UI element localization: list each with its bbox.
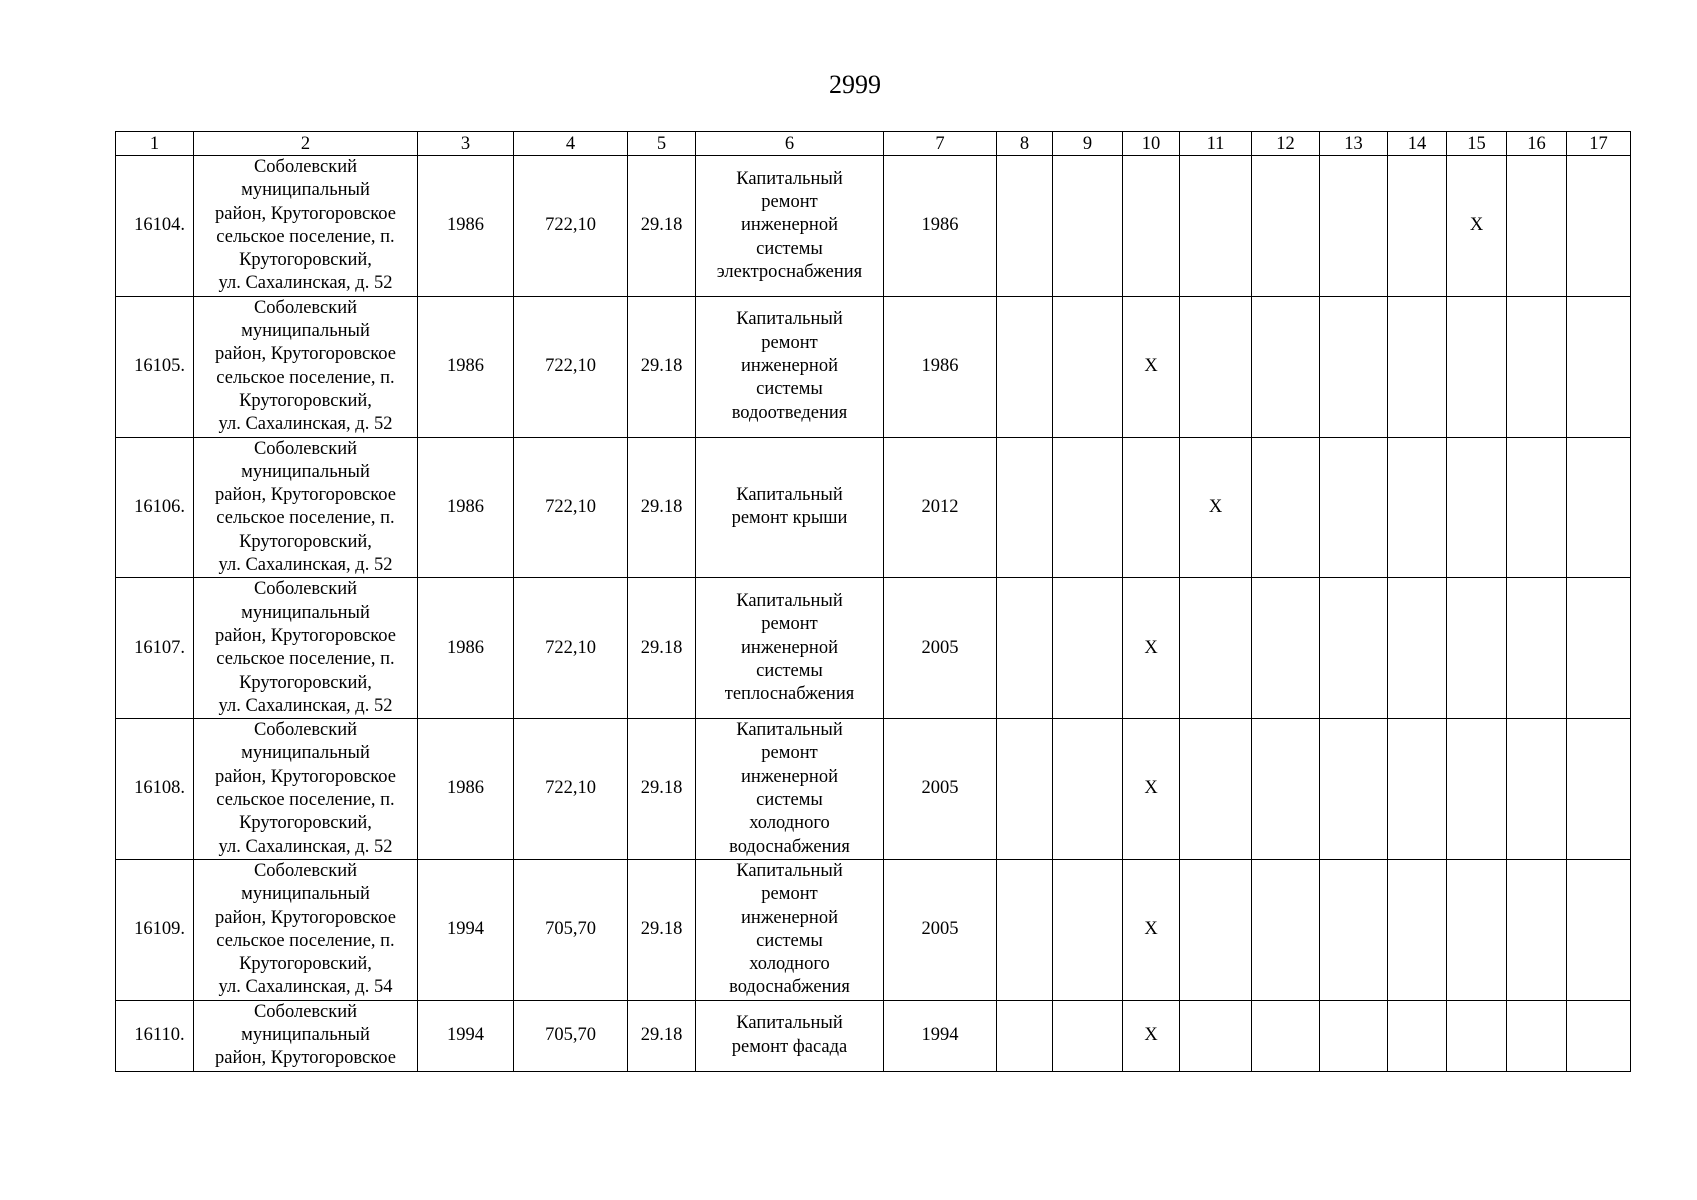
mark-cell-col-17 bbox=[1567, 296, 1631, 437]
address-cell: Соболевский муниципальный район, Крутогоровское сельское поселение, п. Крутогоровский, ул. Сахалинская, д. 52 bbox=[194, 578, 418, 719]
address-cell: Соболевский муниципальный район, Крутогоровское сельское поселение, п. Крутогоровский, ул. Сахалинская, д. 52 bbox=[194, 719, 418, 860]
year-built-cell: 1986 bbox=[418, 719, 514, 860]
row-id-cell: 16106. bbox=[116, 437, 194, 578]
repair-year-cell: 2005 bbox=[884, 859, 997, 1000]
column-header-1: 1 bbox=[116, 132, 194, 156]
column-header-5: 5 bbox=[628, 132, 696, 156]
table-body bbox=[116, 132, 1631, 1072]
table-row bbox=[116, 1000, 1631, 1071]
mark-cell-col-15 bbox=[1447, 719, 1507, 860]
mark-cell-col-8 bbox=[997, 578, 1053, 719]
mark-cell-col-13 bbox=[1320, 719, 1388, 860]
table-row bbox=[116, 859, 1631, 1000]
table-row bbox=[116, 719, 1631, 860]
header-row bbox=[116, 132, 1631, 156]
work-type-cell: Капитальный ремонт фасада bbox=[696, 1000, 884, 1071]
mark-cell-col-9 bbox=[1053, 296, 1123, 437]
mark-cell-col-13 bbox=[1320, 156, 1388, 297]
column-header-12: 12 bbox=[1252, 132, 1320, 156]
mark-cell-col-12 bbox=[1252, 719, 1320, 860]
repair-year-cell: 1986 bbox=[884, 156, 997, 297]
address-cell: Соболевский муниципальный район, Крутогоровское сельское поселение, п. Крутогоровский, ул. Сахалинская, д. 54 bbox=[194, 859, 418, 1000]
mark-cell-col-10: X bbox=[1123, 578, 1180, 719]
mark-cell-col-14 bbox=[1388, 719, 1447, 860]
mark-cell-col-8 bbox=[997, 859, 1053, 1000]
mark-cell-col-16 bbox=[1507, 437, 1567, 578]
mark-cell-col-17 bbox=[1567, 578, 1631, 719]
mark-cell-col-10: X bbox=[1123, 296, 1180, 437]
mark-cell-col-8 bbox=[997, 156, 1053, 297]
repair-year-cell: 1994 bbox=[884, 1000, 997, 1071]
work-type-cell: Капитальный ремонт крыши bbox=[696, 437, 884, 578]
address-cell: Соболевский муниципальный район, Крутогоровское сельское поселение, п. Крутогоровский, ул. Сахалинская, д. 52 bbox=[194, 437, 418, 578]
code-cell: 29.18 bbox=[628, 156, 696, 297]
table-row bbox=[116, 578, 1631, 719]
column-header-13: 13 bbox=[1320, 132, 1388, 156]
row-id-cell: 16108. bbox=[116, 719, 194, 860]
mark-cell-col-8 bbox=[997, 1000, 1053, 1071]
mark-cell-col-10 bbox=[1123, 437, 1180, 578]
work-type-cell: Капитальный ремонт инженерной системы теплоснабжения bbox=[696, 578, 884, 719]
mark-cell-col-16 bbox=[1507, 296, 1567, 437]
mark-cell-col-13 bbox=[1320, 1000, 1388, 1071]
area-cell: 722,10 bbox=[514, 437, 628, 578]
mark-cell-col-16 bbox=[1507, 156, 1567, 297]
mark-cell-col-9 bbox=[1053, 437, 1123, 578]
code-cell: 29.18 bbox=[628, 719, 696, 860]
column-header-2: 2 bbox=[194, 132, 418, 156]
column-header-11: 11 bbox=[1180, 132, 1252, 156]
row-id-cell: 16104. bbox=[116, 156, 194, 297]
column-header-10: 10 bbox=[1123, 132, 1180, 156]
row-id-cell: 16105. bbox=[116, 296, 194, 437]
mark-cell-col-15: X bbox=[1447, 156, 1507, 297]
year-built-cell: 1994 bbox=[418, 859, 514, 1000]
area-cell: 722,10 bbox=[514, 578, 628, 719]
row-id-cell: 16110. bbox=[116, 1000, 194, 1071]
column-header-17: 17 bbox=[1567, 132, 1631, 156]
mark-cell-col-13 bbox=[1320, 437, 1388, 578]
mark-cell-col-11 bbox=[1180, 1000, 1252, 1071]
mark-cell-col-12 bbox=[1252, 156, 1320, 297]
column-header-14: 14 bbox=[1388, 132, 1447, 156]
column-header-6: 6 bbox=[696, 132, 884, 156]
mark-cell-col-12 bbox=[1252, 1000, 1320, 1071]
year-built-cell: 1986 bbox=[418, 437, 514, 578]
mark-cell-col-9 bbox=[1053, 719, 1123, 860]
code-cell: 29.18 bbox=[628, 859, 696, 1000]
column-header-3: 3 bbox=[418, 132, 514, 156]
year-built-cell: 1986 bbox=[418, 156, 514, 297]
address-cell: Соболевский муниципальный район, Крутогоровское сельское поселение, п. Крутогоровский, ул. Сахалинская, д. 52 bbox=[194, 296, 418, 437]
address-cell: Соболевский муниципальный район, Крутогоровское bbox=[194, 1000, 418, 1071]
mark-cell-col-16 bbox=[1507, 578, 1567, 719]
page-number: 2999 bbox=[829, 70, 881, 99]
mark-cell-col-15 bbox=[1447, 859, 1507, 1000]
mark-cell-col-17 bbox=[1567, 719, 1631, 860]
mark-cell-col-14 bbox=[1388, 296, 1447, 437]
mark-cell-col-14 bbox=[1388, 156, 1447, 297]
mark-cell-col-17 bbox=[1567, 437, 1631, 578]
row-id-cell: 16107. bbox=[116, 578, 194, 719]
column-header-16: 16 bbox=[1507, 132, 1567, 156]
mark-cell-col-17 bbox=[1567, 1000, 1631, 1071]
mark-cell-col-14 bbox=[1388, 859, 1447, 1000]
table-row bbox=[116, 296, 1631, 437]
mark-cell-col-13 bbox=[1320, 578, 1388, 719]
code-cell: 29.18 bbox=[628, 1000, 696, 1071]
column-header-4: 4 bbox=[514, 132, 628, 156]
table-row bbox=[116, 156, 1631, 297]
mark-cell-col-9 bbox=[1053, 156, 1123, 297]
mark-cell-col-17 bbox=[1567, 859, 1631, 1000]
mark-cell-col-9 bbox=[1053, 1000, 1123, 1071]
mark-cell-col-10: X bbox=[1123, 1000, 1180, 1071]
work-type-cell: Капитальный ремонт инженерной системы холодного водоснабжения bbox=[696, 719, 884, 860]
mark-cell-col-16 bbox=[1507, 1000, 1567, 1071]
register-table bbox=[115, 131, 1631, 1072]
year-built-cell: 1986 bbox=[418, 578, 514, 719]
mark-cell-col-14 bbox=[1388, 1000, 1447, 1071]
repair-year-cell: 2005 bbox=[884, 719, 997, 860]
mark-cell-col-15 bbox=[1447, 437, 1507, 578]
mark-cell-col-9 bbox=[1053, 859, 1123, 1000]
work-type-cell: Капитальный ремонт инженерной системы водоотведения bbox=[696, 296, 884, 437]
mark-cell-col-11 bbox=[1180, 578, 1252, 719]
area-cell: 722,10 bbox=[514, 156, 628, 297]
mark-cell-col-11 bbox=[1180, 156, 1252, 297]
area-cell: 705,70 bbox=[514, 859, 628, 1000]
register-table-container bbox=[115, 131, 1630, 1072]
mark-cell-col-13 bbox=[1320, 859, 1388, 1000]
code-cell: 29.18 bbox=[628, 578, 696, 719]
mark-cell-col-8 bbox=[997, 719, 1053, 860]
mark-cell-col-9 bbox=[1053, 578, 1123, 719]
column-header-7: 7 bbox=[884, 132, 997, 156]
mark-cell-col-8 bbox=[997, 437, 1053, 578]
repair-year-cell: 1986 bbox=[884, 296, 997, 437]
work-type-cell: Капитальный ремонт инженерной системы холодного водоснабжения bbox=[696, 859, 884, 1000]
mark-cell-col-16 bbox=[1507, 859, 1567, 1000]
code-cell: 29.18 bbox=[628, 437, 696, 578]
mark-cell-col-17 bbox=[1567, 156, 1631, 297]
address-cell: Соболевский муниципальный район, Крутогоровское сельское поселение, п. Крутогоровский, ул. Сахалинская, д. 52 bbox=[194, 156, 418, 297]
mark-cell-col-11: X bbox=[1180, 437, 1252, 578]
mark-cell-col-10: X bbox=[1123, 719, 1180, 860]
work-type-cell: Капитальный ремонт инженерной системы электроснабжения bbox=[696, 156, 884, 297]
mark-cell-col-16 bbox=[1507, 719, 1567, 860]
mark-cell-col-12 bbox=[1252, 859, 1320, 1000]
table-row bbox=[116, 437, 1631, 578]
mark-cell-col-14 bbox=[1388, 437, 1447, 578]
row-id-cell: 16109. bbox=[116, 859, 194, 1000]
mark-cell-col-10: X bbox=[1123, 859, 1180, 1000]
mark-cell-col-12 bbox=[1252, 437, 1320, 578]
year-built-cell: 1994 bbox=[418, 1000, 514, 1071]
code-cell: 29.18 bbox=[628, 296, 696, 437]
mark-cell-col-11 bbox=[1180, 296, 1252, 437]
column-header-9: 9 bbox=[1053, 132, 1123, 156]
area-cell: 722,10 bbox=[514, 719, 628, 860]
mark-cell-col-15 bbox=[1447, 578, 1507, 719]
area-cell: 705,70 bbox=[514, 1000, 628, 1071]
mark-cell-col-12 bbox=[1252, 296, 1320, 437]
mark-cell-col-15 bbox=[1447, 296, 1507, 437]
repair-year-cell: 2005 bbox=[884, 578, 997, 719]
mark-cell-col-11 bbox=[1180, 719, 1252, 860]
mark-cell-col-10 bbox=[1123, 156, 1180, 297]
mark-cell-col-11 bbox=[1180, 859, 1252, 1000]
area-cell: 722,10 bbox=[514, 296, 628, 437]
year-built-cell: 1986 bbox=[418, 296, 514, 437]
repair-year-cell: 2012 bbox=[884, 437, 997, 578]
mark-cell-col-15 bbox=[1447, 1000, 1507, 1071]
mark-cell-col-12 bbox=[1252, 578, 1320, 719]
column-header-15: 15 bbox=[1447, 132, 1507, 156]
column-header-8: 8 bbox=[997, 132, 1053, 156]
mark-cell-col-13 bbox=[1320, 296, 1388, 437]
mark-cell-col-14 bbox=[1388, 578, 1447, 719]
mark-cell-col-8 bbox=[997, 296, 1053, 437]
